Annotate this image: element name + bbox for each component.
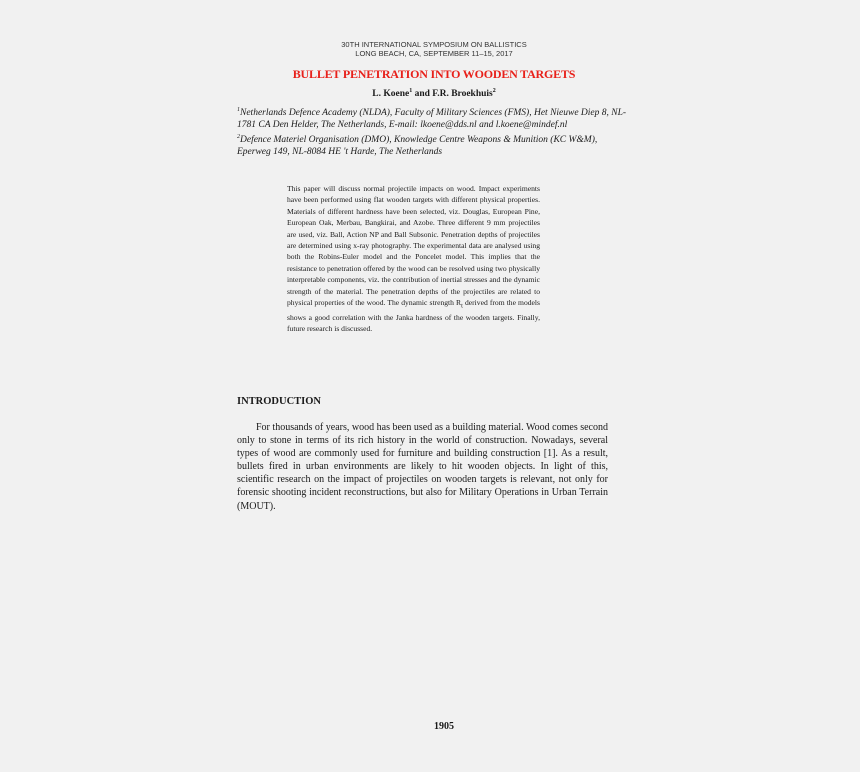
abstract bbox=[287, 183, 540, 335]
author-1-affil-mark: 1 bbox=[409, 88, 413, 94]
affiliation-1-text: Netherlands Defence Academy (NLDA), Faculty of Military Sciences (FMS), Het Nieuwe Diep 8, NL-1781 CA Den Helder, The Netherlands, E-mail: lkoene@dds.nl and l.koene@mindef.nl bbox=[237, 108, 627, 131]
affiliation-1-mark: 1 bbox=[237, 107, 240, 113]
conference-header bbox=[0, 40, 860, 58]
abstract-text: This paper will discuss normal projectile impacts on wood. Impact experiments have been performed using flat wooden targets with different physical properties. Materials of different hardness have been selected, viz. Douglas, European Pine, European Oak, Merbau, Bangkirai, and Azobe. Three different 9 mm projectiles are used, viz. Ball, Action NP and Ball Subsonic. Penetration depths of projectiles are determined using x-ray photography. The experimental data are analysed using both the Robins-Euler model and the Poncelet model. This implies that the resistance to penetration offered by the wood can be resolved using two physically interpretable components, viz. the contribution of inertial stresses and the dynamic strength of the material. The penetration depths of the projectiles are related to physical properties of the wood. The dynamic strength R bbox=[287, 184, 540, 308]
affiliation-2 bbox=[237, 131, 627, 158]
abstract-subscript: t bbox=[461, 302, 463, 310]
author-2-affil-mark: 2 bbox=[492, 88, 496, 94]
paper-title: BULLET PENETRATION INTO WOODEN TARGETS bbox=[292, 67, 576, 81]
abstract-text-continued: derived from the models shows a good correlation with the Janka hardness of the wooden targets. Finally, future research is discussed. bbox=[287, 298, 540, 334]
affiliation-1 bbox=[237, 104, 627, 131]
affiliation-2-mark: 2 bbox=[237, 134, 240, 141]
introduction-paragraph: For thousands of years, wood has been used as a building material. Wood comes second only to stone in terms of its rich history in the world of construction. Nowadays, several types of wood are commonly used for furniture and building construction [1]. As a result, bullets fired in urban environments are likely to hit wooden objects. In light of this, scientific research on the impact of projectiles on wooden targets is relevant, not only for forensic shooting incident reconstructions, but also for Military Operations in Urban Terrain (MOUT). bbox=[237, 422, 608, 512]
affiliation-2-text: Defence Materiel Organisation (DMO), Knowledge Centre Weapons & Munition (KC W&M), Eperweg 149, NL-8084 HE 't Harde, The Netherlands bbox=[237, 135, 598, 158]
conference-location-date: LONG BEACH, CA, SEPTEMBER 11–15, 2017 bbox=[355, 49, 513, 58]
affiliations bbox=[237, 104, 627, 158]
author-line bbox=[0, 88, 860, 99]
author-2: F.R. Broekhuis bbox=[432, 89, 493, 100]
page-number: 1905 bbox=[434, 721, 454, 732]
section-heading-introduction: INTRODUCTION bbox=[237, 396, 322, 407]
author-1: L. Koene bbox=[372, 89, 410, 100]
author-conjunction: and bbox=[412, 89, 433, 100]
conference-name: 30TH INTERNATIONAL SYMPOSIUM ON BALLISTICS bbox=[341, 40, 527, 49]
